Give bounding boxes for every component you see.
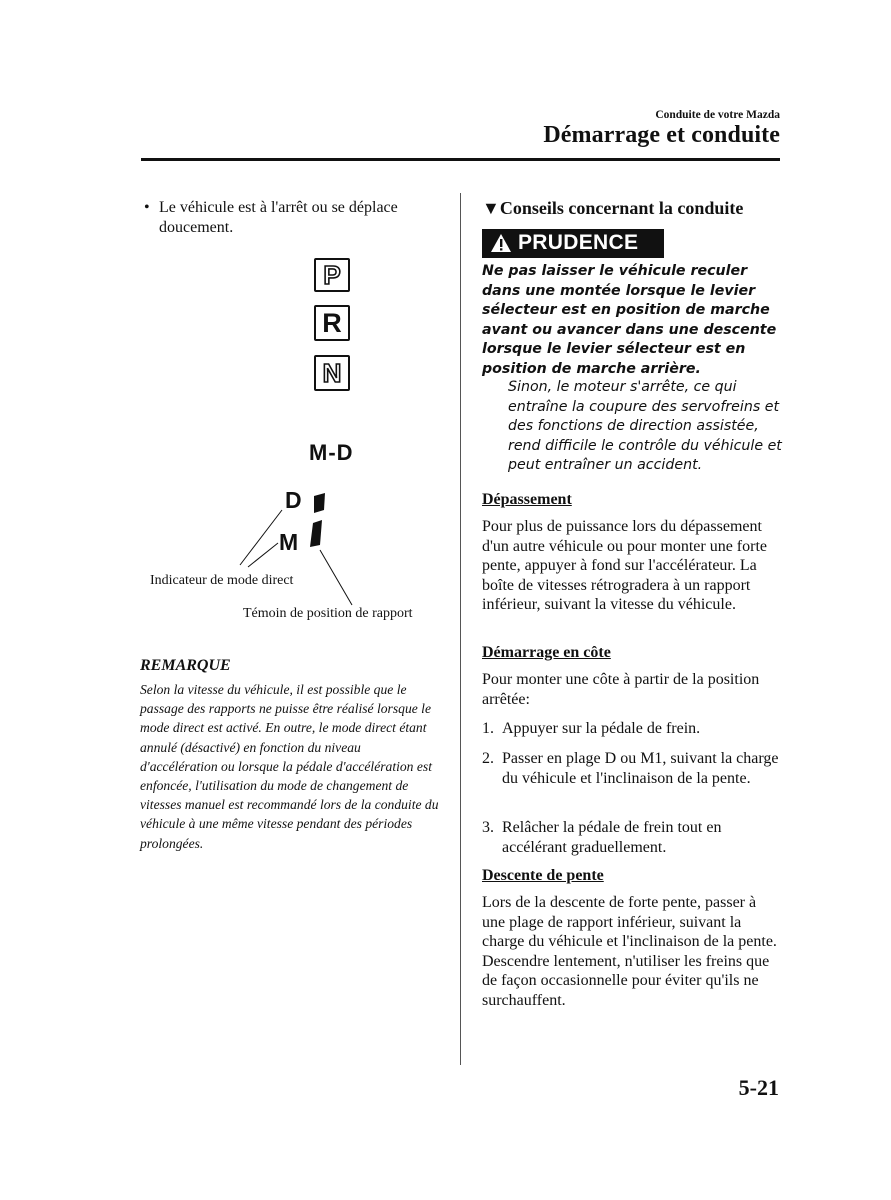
descente-heading: Descente de pente bbox=[482, 867, 604, 884]
step-text: Passer en plage D ou M1, suivant la charge du véhicule et l'inclinaison de la pente. bbox=[502, 750, 779, 787]
warning-icon bbox=[490, 233, 512, 253]
leader-line-temoin bbox=[320, 550, 352, 605]
leader-line-m bbox=[248, 543, 278, 567]
gear-position-diagram bbox=[230, 490, 360, 610]
diagram-m-label: M bbox=[279, 529, 299, 555]
caution-explanation: Sinon, le moteur s'arrête, ce qui entraîne la coupure des servofreins et des fonctions de direction assistée, rend difficile le contrôle du véhicule et peut entraîner un accident. bbox=[508, 379, 782, 473]
section-marker-icon: ▼ bbox=[482, 198, 500, 218]
step-item bbox=[482, 818, 782, 857]
running-header-title: Démarrage et conduite bbox=[543, 122, 780, 148]
demarrage-cote-intro: Pour monter une côte à partir de la position arrêtée: bbox=[482, 671, 760, 708]
running-header-section: Conduite de votre Mazda bbox=[655, 109, 780, 121]
remarque-body: Selon la vitesse du véhicule, il est possible que le passage des rapports ne puisse être réalisé lorsque le mode direct est activé. En outre, le mode direct étant annulé (désactivé) en fonction du niveau d'accélération ou lorsque la pédale d'accélération est enfoncée, l'utilisation du mode de changement de vitesses manuel est recommandé lors de la conduite du véhicule à une même vitesse pendant des périodes prolongées. bbox=[140, 682, 439, 851]
gear-indicator-p: P bbox=[314, 258, 350, 292]
step-text: Relâcher la pédale de frein tout en accélérant graduellement. bbox=[502, 819, 722, 856]
section-title-text: Conseils concernant la conduite bbox=[499, 198, 744, 218]
step-number: 3. bbox=[482, 819, 494, 836]
prudence-banner bbox=[482, 229, 664, 258]
depassement-body: Pour plus de puissance lors du dépassement d'un autre véhicule ou pour monter une forte pente, appuyer à fond sur l'accélérateur. La boîte de vitesses rétrogradera à un rapport inférieur, suivant la vitesse du véhicule. bbox=[482, 518, 768, 613]
step-number: 1. bbox=[482, 720, 494, 737]
step-item bbox=[482, 719, 782, 739]
caption-temoin-position: Témoin de position de rapport bbox=[243, 606, 413, 621]
column-divider bbox=[460, 193, 461, 1065]
bullet-text: Le véhicule est à l'arrêt ou se déplace doucement. bbox=[159, 199, 398, 236]
step-number: 2. bbox=[482, 750, 494, 767]
step-item bbox=[482, 749, 782, 788]
diagram-d-label: D bbox=[285, 487, 302, 513]
demarrage-cote-heading: Démarrage en côte bbox=[482, 644, 611, 661]
md-mode-label: M-D bbox=[309, 440, 354, 465]
prudence-label: PRUDENCE bbox=[518, 231, 639, 254]
caution-statement: Ne pas laisser le véhicule reculer dans une montée lorsque le levier sélecteur est en position de marche avant ou avancer dans une descente lorsque le levier sélecteur est en position de marche arrière. bbox=[482, 263, 777, 377]
depassement-heading: Dépassement bbox=[482, 491, 572, 508]
upper-indicator-segment bbox=[314, 493, 325, 513]
gear-indicator-r: R bbox=[314, 305, 350, 341]
descente-body: Lors de la descente de forte pente, passer à une plage de rapport inférieur, suivant la charge du véhicule et l'inclinaison de la pente. Descendre lentement, n'utiliser les freins que de façon occasionnelle pour éviter qu'ils ne surchauffent. bbox=[482, 894, 777, 1009]
caption-indicateur-mode-direct: Indicateur de mode direct bbox=[150, 573, 294, 588]
bullet-item bbox=[140, 198, 459, 237]
step-text: Appuyer sur la pédale de frein. bbox=[502, 720, 701, 737]
header-rule bbox=[141, 158, 780, 161]
page-number: 5-21 bbox=[738, 1075, 779, 1100]
bullet-dot: • bbox=[144, 199, 150, 216]
remarque-title: REMARQUE bbox=[140, 657, 231, 674]
lower-indicator-segment bbox=[310, 520, 322, 547]
section-title bbox=[482, 198, 782, 219]
gear-indicator-n: N bbox=[314, 355, 350, 391]
